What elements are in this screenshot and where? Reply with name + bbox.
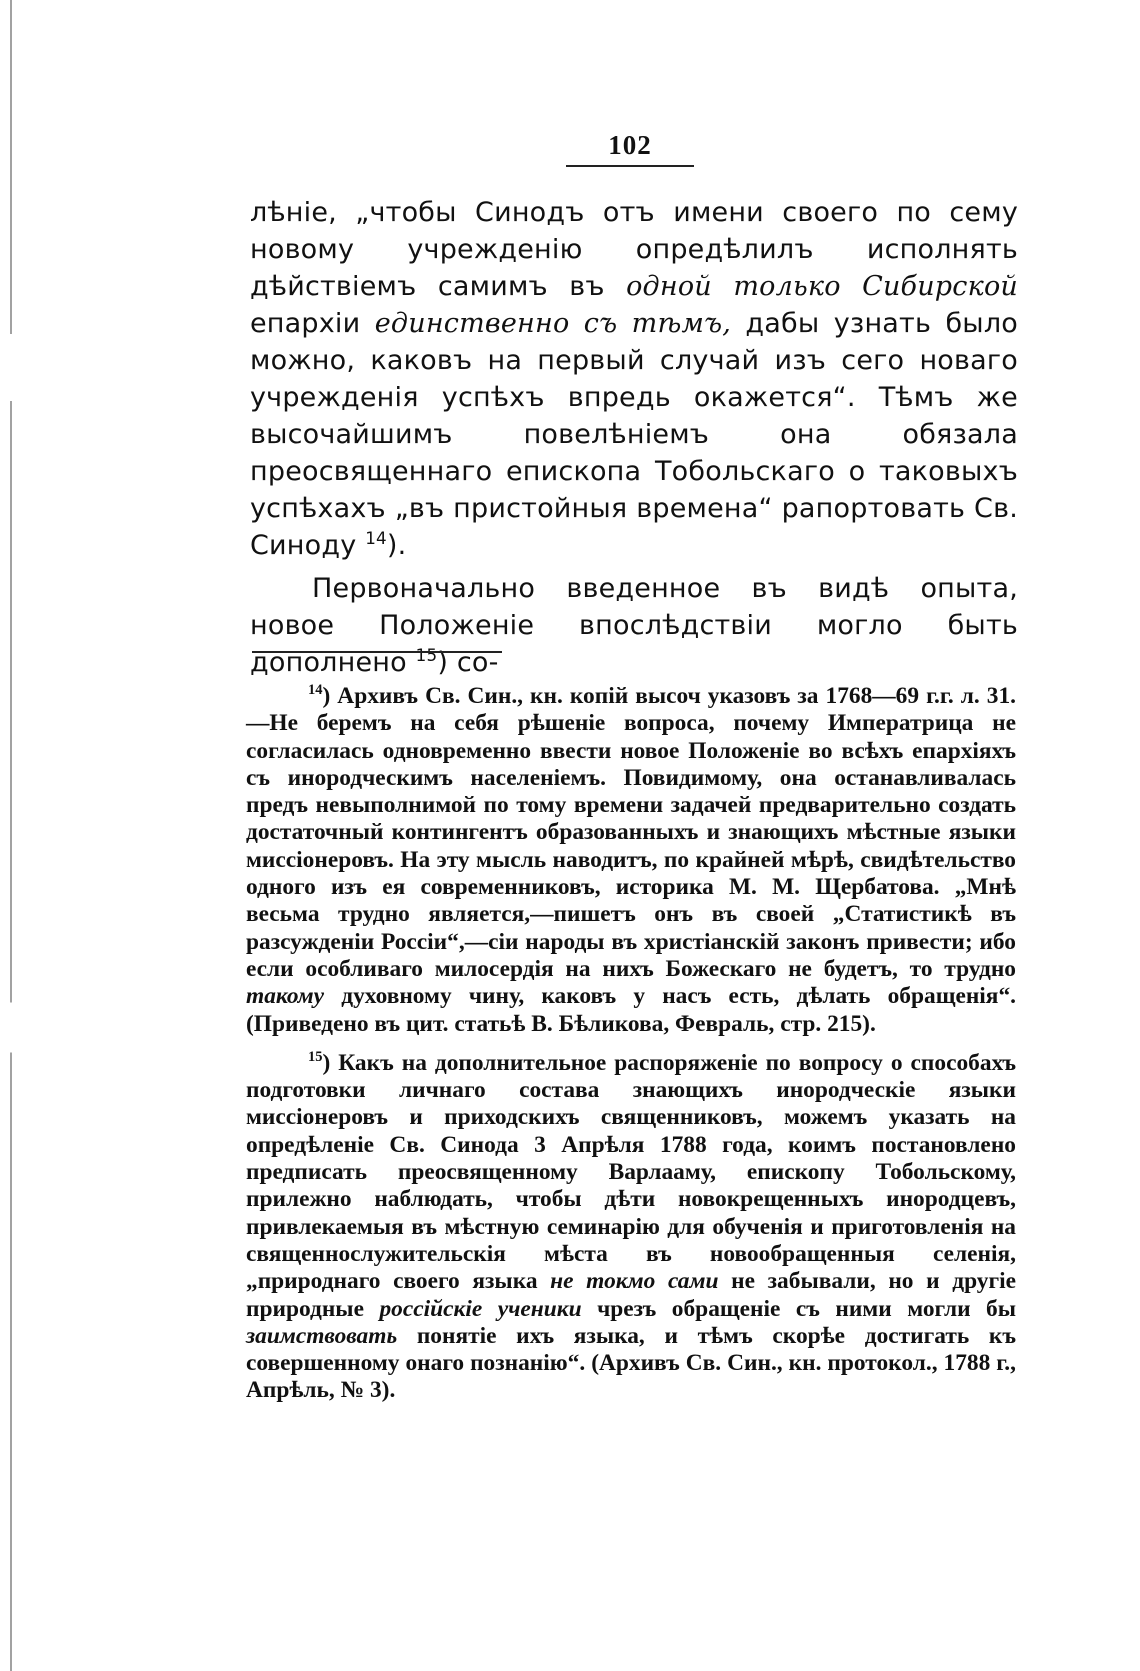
- page-number: 102: [566, 130, 694, 167]
- footnote-text-span: ) Архивъ Св. Син., кн. копій высоч указовъ за 1768—69 г.г. л. 31.—Не беремъ на себя рѣшеніе вопроса, почему Императрица не согласилась одновременно ввести новое Положеніе во всѣхъ епархіяхъ съ инородческимъ населеніемъ. Повидимому, она останавливалась предъ невыполнимой по тому времени задачей предварительно создать достаточный контингентъ образованныхъ и знающихъ мѣстные языки миссіонеровъ. На эту мысль наводитъ, по крайней мѣрѣ, свидѣтельство одного изъ ея современниковъ, историка М. М. Щербатова. „Мнѣ весьма трудно является,—пишетъ онъ въ своей „Статистикѣ въ разсужденіи Россіи“,—сіи народы въ христіанскій законъ привести; ибо если особливаго милосердія на нихъ Божескаго не будетъ, то трудно: [246, 683, 1016, 982]
- footnote-number: 14: [308, 682, 323, 699]
- body-italic-span: единственно съ тѣмъ,: [374, 308, 732, 339]
- body-paragraph-1: [250, 194, 1018, 564]
- body-text-span: ) со-: [437, 647, 499, 678]
- footnote-italic-span: россійскіе ученики: [379, 1295, 582, 1322]
- footnote-15: [246, 1050, 1016, 1405]
- footnote-text-span: духовному чину, каковъ у насъ есть, дѣлать обращенія“. (Приведено въ цит. статьѣ В. Бѣликова, Февраль, стр. 215).: [246, 983, 1016, 1037]
- footnote-italic-span: заимствовать: [246, 1322, 398, 1349]
- footnote-text-span: чрезъ обращеніе съ ними могли бы: [581, 1295, 1016, 1322]
- footnotes: [246, 683, 1016, 1405]
- body-paragraph-2: [250, 570, 1018, 681]
- body-text-span: ).: [386, 530, 407, 561]
- footnote-text-span: понятіе ихъ языка, и тѣмъ скорѣе достигать къ совершенному онаго познанію“. (Архивъ Св. Син., кн. протокол., 1788 г., Апрѣль, № 3).: [246, 1322, 1016, 1404]
- footnote-ref-14: 14: [365, 528, 387, 548]
- scan-edge-line: [10, 0, 12, 1671]
- body-text: [250, 194, 1018, 681]
- footnote-italic-span: не токмо сами: [550, 1268, 719, 1295]
- footnote-ref-15: 15: [415, 645, 438, 665]
- footnote-italic-span: такому: [246, 983, 325, 1010]
- footnote-number: 15: [308, 1049, 323, 1066]
- body-italic-span: одной только Сибирской: [626, 271, 1018, 302]
- footnote-text-span: ) Какъ на дополнительное распоряженіе по вопросу о способахъ подготовки личнаго состава знающихъ инородческіе языки миссіонеровъ и приходскихъ священниковъ, можемъ указать на опредѣленіе Св. Синода 3 Апрѣля 1788 года, коимъ постановлено предписать преосвященному Варлааму, епископу Тобольскому, прилежно наблюдать, чтобы дѣти новокрещенныхъ инородцевъ, привлекаемыя въ мѣстную семинарію для обученія и приготовленія на священнослужительскія мѣста въ новообращенныя селенія, „природнаго своего языка: [246, 1049, 1016, 1295]
- body-text-span: Первоначально введенное въ видѣ опыта, новое Положеніе впослѣдствіи могло быть дополнено: [250, 573, 1018, 678]
- body-text-span: епархіи: [250, 308, 375, 339]
- body-text-span: дабы узнать было можно, каковъ на первый случай изъ сего новаго учрежденія успѣхъ впредь окажется“. Тѣмъ же высочайшимъ повелѣніемъ она обязала преосвященнаго епископа Тобольскаго о таковыхъ успѣхахъ „въ пристойныя времена“ рапортовать Св. Синоду: [250, 308, 1018, 561]
- body-text-span: лѣніе, „чтобы Синодъ отъ имени своего по сему новому учрежденію опредѣлилъ исполнять дѣйствіемъ самимъ въ: [250, 197, 1018, 302]
- footnote-14: [246, 683, 1016, 1038]
- footnote-divider: [252, 651, 502, 653]
- footnote-text-span: не забывали, но и другіе природные: [246, 1268, 1016, 1322]
